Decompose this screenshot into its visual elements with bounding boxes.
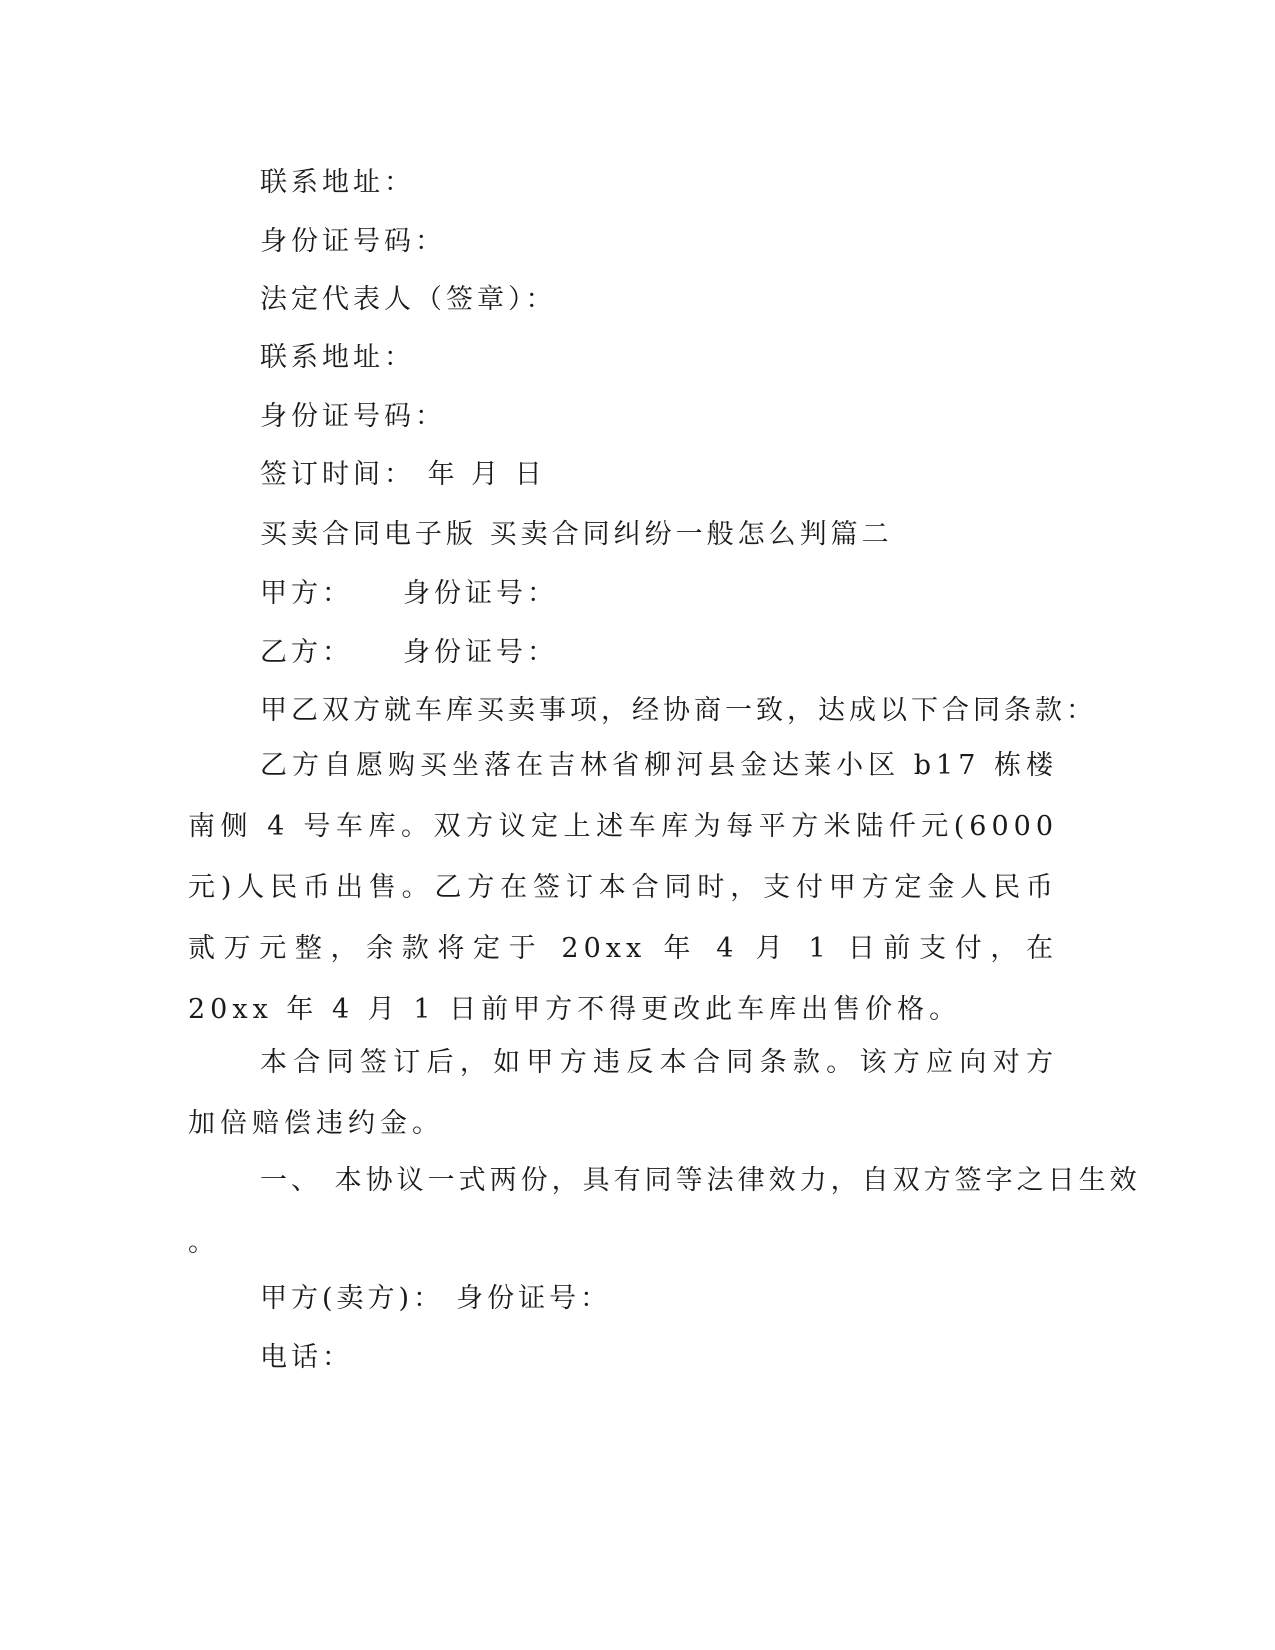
clause-breach-text: 本合同签订后，如甲方违反本合同条款。该方应向对方加倍赔偿违约金。: [188, 1047, 1058, 1139]
signing-date-label: 签订时间： 年 月 日: [260, 459, 546, 490]
legal-representative-label: 法定代表人（签章）：: [260, 284, 557, 315]
party-b-label: 乙方：: [260, 637, 353, 668]
party-b-id-label: 身份证号：: [403, 637, 558, 668]
section-heading: 买卖合同电子版 买卖合同纠纷一般怎么判篇二: [260, 519, 893, 550]
party-b-line: [260, 636, 558, 670]
id-number-label-2: 身份证号码：: [260, 401, 446, 432]
party-a-id-label: 身份证号：: [403, 578, 558, 609]
agreement-intro: 甲乙双方就车库买卖事项，经协商一致，达成以下合同条款：: [260, 695, 1097, 726]
party-a-line: [260, 577, 558, 611]
seller-label: 甲方(卖方)：: [260, 1283, 445, 1314]
clause-purchase-text: 乙方自愿购买坐落在吉林省柳河县金达莱小区 b17 栋楼南侧 4 号车库。双方议定上述车库为每平方米陆仟元(6000 元)人民币出售。乙方在签订本合同时，支付甲方定金人民币贰万元整，余款将定于 20xx 年 4 月 1 日前支付，在 20xx 年 4 月 1 日前甲方不得更改此车库出售价格。: [188, 750, 1058, 1025]
contact-address-label: 联系地址：: [260, 167, 415, 198]
phone-label: 电话：: [260, 1342, 353, 1373]
id-number-label: 身份证号码：: [260, 226, 446, 257]
clause-purchase-paragraph: [188, 735, 1058, 1040]
clause-copies-end: 。: [188, 1227, 219, 1258]
seller-line: [260, 1282, 611, 1316]
clause-breach-paragraph: [188, 1032, 1058, 1154]
party-a-label: 甲方：: [260, 578, 353, 609]
contact-address-label-2: 联系地址：: [260, 342, 415, 373]
clause-copies-text: 一、 本协议一式两份，具有同等法律效力，自双方签字之日生效: [260, 1165, 1141, 1196]
seller-id-label: 身份证号：: [456, 1283, 612, 1314]
